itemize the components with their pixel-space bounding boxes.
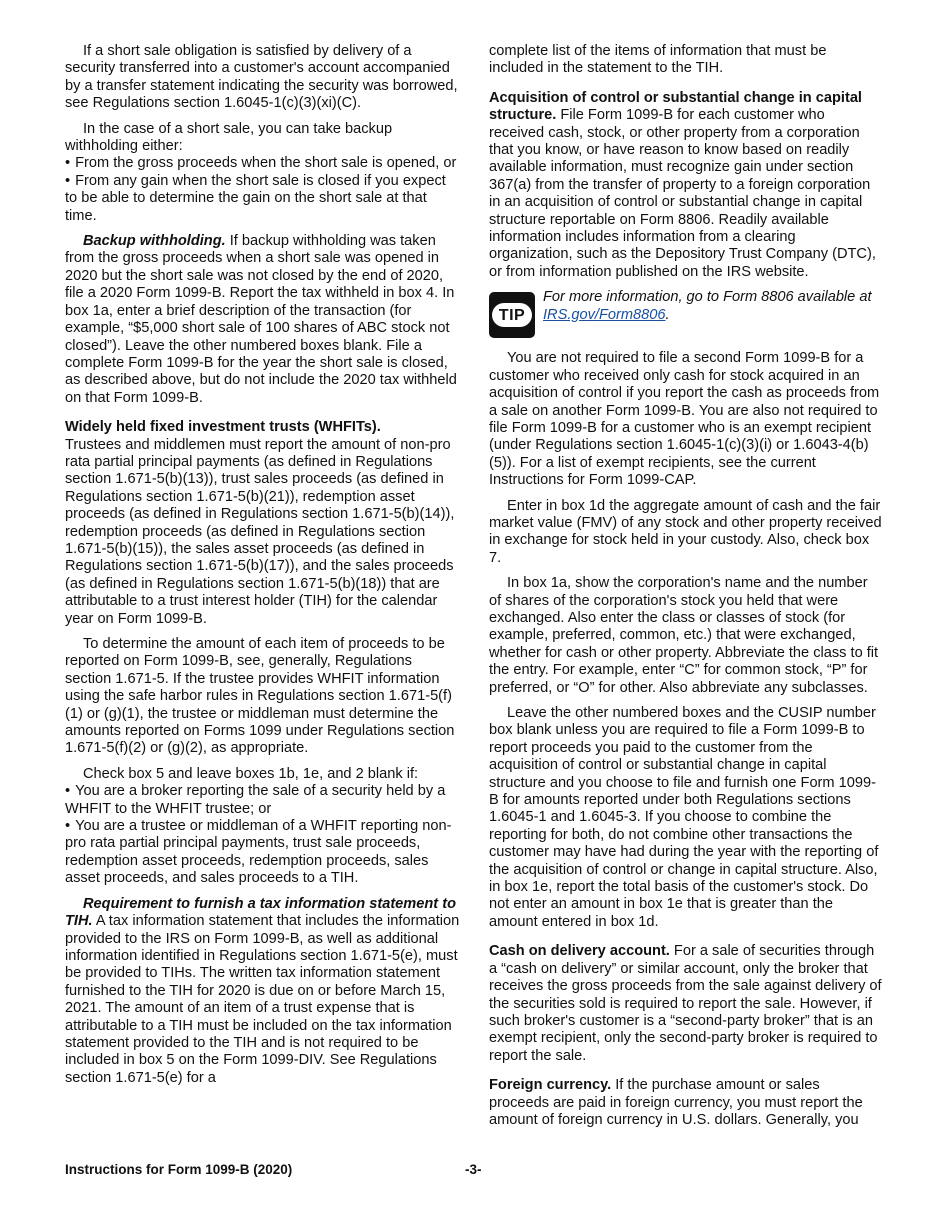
page-footer [65, 1161, 883, 1181]
backup-withholding-paragraph [65, 233, 462, 407]
tip-icon [489, 292, 535, 338]
bullet-item: • You are a broker reporting the sale of a security held by a WHFIT to the WHFIT trustee; or [65, 783, 462, 818]
tip-text [543, 289, 883, 324]
determine-proceeds-paragraph: To determine the amount of each item of proceeds to be reported on Form 1099-B, see, generally, Regulations section 1.671-5. If the trustee provides WHFIT information using the safe harbor rules in Regulations section 1.671-5(f)(1) or (g)(1), the trustee or middleman must determine the amounts reported on Forms 1099 under Regulations section 1.671-5(f)(2) or (g)(2), as appropriate. [65, 636, 455, 757]
short-sale-paragraph: If a short sale obligation is satisfied by delivery of a security transferred into a customer's account accompanied by a transfer statement indicating the security was borrowed, see Regulations section 1.6045-1(c)(3)(xi)(C). [65, 43, 458, 112]
box-1d-paragraph: Enter in box 1d the aggregate amount of cash and the fair market value (FMV) of any stock and other property received in exchange for stock held in your custody. Also, check box 7. [489, 497, 882, 566]
run-in-heading: Acquisition of control or substantial change in capital structure. [489, 89, 862, 124]
paragraph-text: For a sale of securities through a “cash on delivery” or similar account, only the broker that receives the gross proceeds from the sale against delivery of the securities sold is required to report the sale. However, if such broker's customer is a “second-party broker” that is an exempt recipient, only the second-party broker is required to report the sale. [489, 943, 882, 1064]
whfit-paragraph: Trustees and middlemen must report the amount of non-pro rata partial principal payments (as defined in Regulations section 1.671-5(b)(13)), trust sales proceeds (as defined in Regulations section 1.671-5(b)(21)), redemption asset proceeds (as defined in Regulations section 1.671-5(b)(14)), redemption proceeds (as defined in Regulations section 1.671-5(b)(15)), the sales asset proceeds (as defined in Regulations section 1.671-5(b)(17)), and the sales proceeds (as defined in Regulations section 1.671-5(b)(18)) that are attributable to a trust interest holder (TIH) for the calendar year on Form 1099-B. [65, 436, 455, 627]
acquisition-paragraph [489, 90, 883, 281]
run-in-heading: Requirement to furnish a tax information statement to TIH. [65, 895, 456, 930]
right-column [489, 43, 883, 1137]
paragraph-text: File Form 1099-B for each customer who received cash, stock, or other property from a corporation that you know, or have reason to know based on readily available information, must recognize gain under section 367(a) from the transfer of property to a foreign corporation in an acquisition of control or substantial change in capital structure reportable on Form 8806. Readily available information includes information from a clearing organization, such as the Depository Trust Company (DTC), or from information published on the IRS website. [489, 107, 876, 280]
paragraph-text: If the purchase amount or sales proceeds are paid in foreign currency, you must report the amount of foreign currency in U.S. dollars. Generally, you [489, 1077, 863, 1128]
footer-title: Instructions for Form 1099-B (2020) [65, 1162, 293, 1177]
box-1a-paragraph: In box 1a, show the corporation's name and the number of shares of the corporation's stock you held that were exchanged. Also enter the class or classes of stock (for example, preferred, common, etc.) that were exchanged, whether for cash or other property. Abbreviate the class to fit the entry. For example, enter “C” for common stock, “P” for preferred, or “O” for other. Also abbreviate any subclasses. [489, 575, 879, 696]
tip-text-body: For more information, go to Form 8806 available at [543, 289, 872, 306]
run-in-heading: Backup withholding. [83, 233, 226, 250]
bullet-item: • From any gain when the short sale is closed if you expect to be able to determine the gain on the short sale at that time. [65, 173, 462, 225]
section-heading-whfit: Widely held fixed investment trusts (WHFITs). [65, 419, 381, 436]
foreign-currency-paragraph [489, 1077, 883, 1129]
cash-on-delivery-paragraph [489, 943, 883, 1065]
paragraph-text: If backup withholding was taken from the gross proceeds when a short sale was opened in 2020 but the short sale was not closed by the end of 2020, file a 2020 Form 1099-B. Report the tax withheld in box 4. In box 1a, enter a brief description of the transaction (for example, “$5,000 short sale of 100 shares of ABC stock not closed”). Leave the other numbered boxes blank. File a complete Form 1099-B for the year the short sale is closed, as described above, but do not include the 2020 tax withheld on that Form 1099-B. [65, 233, 457, 406]
check-box-paragraph: Check box 5 and leave boxes 1b, 1e, and 2 blank if: [83, 765, 419, 782]
continued-paragraph: complete list of the items of information that must be included in the statement to the TIH. [489, 43, 827, 77]
bullet-item: • From the gross proceeds when the short sale is opened, or [65, 155, 462, 172]
requirement-paragraph [65, 896, 462, 1087]
tip-label: TIP [492, 303, 532, 327]
tip-box [489, 289, 883, 338]
run-in-heading: Foreign currency. [489, 1077, 612, 1094]
form-8806-link[interactable]: IRS.gov/Form8806 [543, 306, 666, 323]
left-column [65, 43, 462, 1095]
page-number: -3- [465, 1162, 482, 1177]
backup-either-paragraph: In the case of a short sale, you can take backup withholding either: [65, 120, 393, 155]
bullet-item: • You are a trustee or middleman of a WHFIT reporting non-pro rata partial principal payments, trust sale proceeds, redemption asset proceeds, redemption proceeds, sales asset proceeds, and sales proceeds to a TIH. [65, 818, 462, 888]
not-required-paragraph: You are not required to file a second Form 1099-B for a customer who received only cash for stock acquired in an acquisition of control if you report the cash as proceeds from a sale on another Form 1099-B. You are also not required to file Form 1099-B for a customer who is an exempt recipient (under Regulations section 1.6045-1(c)(3)(i) or 1.6043-4(b)(5)). For a list of exempt recipients, see the current Instructions for Form 1099-CAP. [489, 350, 880, 489]
paragraph-text: A tax information statement that includes the information provided to the IRS on Form 1099-B, as well as additional information identified in Regulations section 1.671-5(e), must be provided to TIHs. The written tax information statement furnished to the TIH for 2020 is due on or before March 15, 2021. The amount of an item of a trust expense that is attributable to a TIH must be included on the tax information statement provided to the TIH and is not required to be included in box 5 on the Form 1099-DIV. See Regulations section 1.671-5(e) for a [65, 913, 460, 1086]
run-in-heading: Cash on delivery account. [489, 943, 670, 960]
tip-text-end: . [665, 306, 670, 323]
leave-boxes-paragraph: Leave the other numbered boxes and the CUSIP number box blank unless you are required to file a Form 1099-B to report proceeds you paid to the customer from the acquisition of control or substantial change in capital structure and you choose to file and furnish one Form 1099-B for amounts reported under both Regulations sections 1.6045-1 and 1.6045-3. If you choose to combine the reporting for both, do not combine other transactions the customer may have had during the year with the reporting of the acquisition of control or change in capital structure. Also, in box 1e, report the total basis of the customer's stock. Do not enter an amount in box 1e that is greater than the amount entered in box 1d. [489, 705, 879, 930]
